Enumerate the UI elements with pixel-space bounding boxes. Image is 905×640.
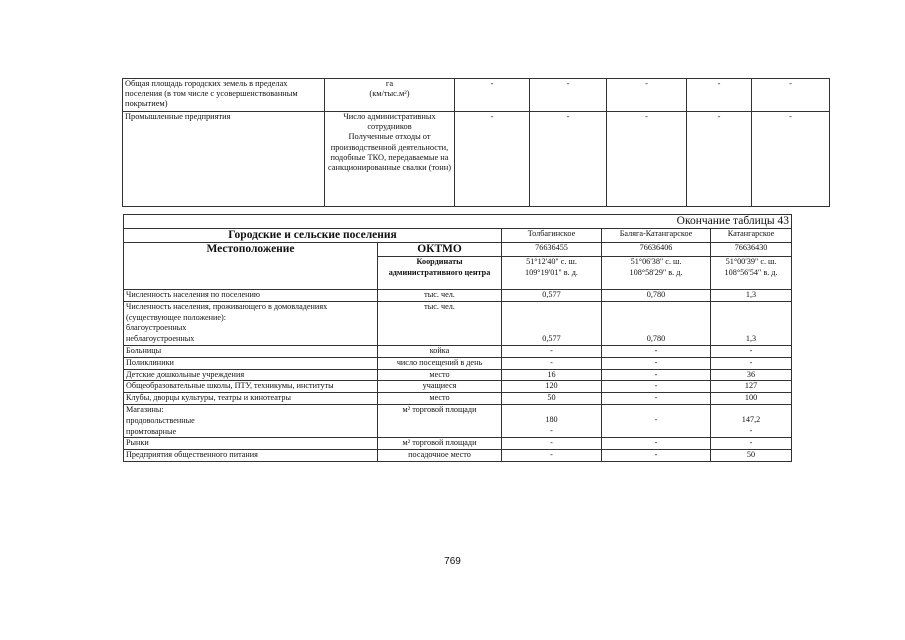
- unit-line: Полученные отходы от производственной деятельности, подобные ТКО, передаваемые на санкционированные свалки (тонн): [328, 132, 451, 173]
- table-row: [123, 112, 830, 207]
- unit-cell: место: [378, 369, 502, 381]
- unit-cell: место: [378, 393, 502, 405]
- unit-line: Число административных сотрудников: [343, 112, 436, 132]
- value-cell: -: [455, 112, 530, 207]
- value-cell: -: [711, 357, 792, 369]
- upper-table: [122, 78, 830, 207]
- value-cell: -: [752, 112, 830, 207]
- table-row: [124, 450, 792, 462]
- value-cell: -: [602, 393, 711, 405]
- row-label-main: Численность населения, проживающего в домовладениях (существующее положение):: [126, 301, 328, 322]
- value-cell: -: [502, 345, 602, 357]
- unit-cell: [325, 112, 455, 207]
- value-cell: -: [602, 438, 711, 450]
- value-cell: 100: [711, 393, 792, 405]
- table-row: [124, 404, 792, 437]
- table-row: [124, 393, 792, 405]
- value-cell: 0,577: [502, 290, 602, 302]
- value-cell: 1,3: [711, 301, 792, 345]
- oktmo-label: ОКТМО: [378, 243, 502, 257]
- coords-cell: [711, 257, 792, 290]
- value-cell: -: [530, 112, 607, 207]
- row-label: Рынки: [124, 438, 378, 450]
- table-row: [124, 357, 792, 369]
- unit-cell: [325, 79, 455, 112]
- value-cell: -: [607, 112, 687, 207]
- row-sublabel: продовольственные: [126, 415, 195, 425]
- row-label-main: Магазины:: [126, 404, 164, 414]
- table-row: [124, 438, 792, 450]
- unit-line: (км/тыс.м²): [369, 89, 410, 99]
- unit-cell: м² торговой площади: [378, 404, 502, 437]
- row-label: [124, 301, 378, 345]
- unit-cell: тыс. чел.: [378, 301, 502, 345]
- latitude: 51°12'40" с. ш.: [526, 257, 577, 266]
- unit-cell: учащиеся: [378, 381, 502, 393]
- unit-cell: койка: [378, 345, 502, 357]
- value-cell: 0,577: [502, 301, 602, 345]
- coords-label: Координаты административного центра: [378, 257, 502, 290]
- value-line: -: [749, 425, 753, 435]
- unit-cell: тыс. чел.: [378, 290, 502, 302]
- value-cell: 50: [711, 450, 792, 462]
- row-sublabel: промтоварные: [126, 426, 177, 436]
- row-label: Больницы: [124, 345, 378, 357]
- value-line: 180: [545, 414, 558, 424]
- location-label: Местоположение: [124, 243, 378, 290]
- row-label: Промышленные предприятия: [123, 112, 325, 207]
- continuation-caption: Окончание таблицы 43: [124, 215, 792, 229]
- unit-cell: число посещений в день: [378, 357, 502, 369]
- value-cell: -: [602, 345, 711, 357]
- longitude: 108°56'54" в. д.: [724, 267, 778, 277]
- value-cell: 0,780: [602, 301, 711, 345]
- table-row: [124, 290, 792, 302]
- value-cell: -: [687, 79, 752, 112]
- row-label: Клубы, дворцы культуры, театры и кинотеатры: [124, 393, 378, 405]
- row-label: Предприятия общественного питания: [124, 450, 378, 462]
- row-sublabel: благоустроенных: [126, 323, 187, 333]
- table-row: [124, 345, 792, 357]
- table-row: [124, 369, 792, 381]
- oktmo-row: [124, 243, 792, 257]
- value-cell: [711, 404, 792, 437]
- value-line: -: [550, 425, 553, 435]
- latitude: 51°06'38" с. ш.: [630, 257, 682, 266]
- value-cell: -: [602, 381, 711, 393]
- row-label: Поликлиники: [124, 357, 378, 369]
- value-cell: -: [502, 357, 602, 369]
- row-sublabel: неблагоустроенных: [126, 334, 195, 344]
- value-cell: -: [455, 79, 530, 112]
- value-cell: -: [607, 79, 687, 112]
- table-row: [124, 381, 792, 393]
- value-cell: -: [752, 79, 830, 112]
- value-cell: -: [502, 438, 602, 450]
- value-cell: -: [687, 112, 752, 207]
- value-line: -: [654, 414, 658, 424]
- row-label: [124, 404, 378, 437]
- longitude: 108°58'29" в. д.: [629, 267, 683, 277]
- oktmo-code: 76636430: [711, 243, 792, 257]
- value-cell: 120: [502, 381, 602, 393]
- value-cell: -: [602, 450, 711, 462]
- row-label: Детские дошкольные учреждения: [124, 369, 378, 381]
- row-label: Численность населения по поселению: [124, 290, 378, 302]
- continuation-row: [124, 215, 792, 229]
- coords-cell: [502, 257, 602, 290]
- lower-table: [123, 214, 792, 462]
- settlement-name: Толбагинское: [502, 229, 602, 243]
- header-left: Городские и сельские поселения: [124, 229, 502, 243]
- value-cell: -: [602, 357, 711, 369]
- value-cell: -: [502, 450, 602, 462]
- latitude: 51°00'39" с. ш.: [725, 257, 777, 266]
- table-row: [124, 301, 792, 345]
- oktmo-code: 76636455: [502, 243, 602, 257]
- settlement-name: Баляга-Катангарское: [602, 229, 711, 243]
- oktmo-code: 76636406: [602, 243, 711, 257]
- row-label: Общеобразовательные школы, ПТУ, техникумы, институты: [124, 381, 378, 393]
- value-cell: [502, 404, 602, 437]
- value-cell: 1,3: [711, 290, 792, 302]
- value-cell: -: [711, 438, 792, 450]
- settlement-name: Катангарское: [711, 229, 792, 243]
- value-cell: 0,780: [602, 290, 711, 302]
- unit-line: га: [385, 79, 394, 88]
- longitude: 109°19'01" в. д.: [525, 267, 578, 277]
- value-cell: 36: [711, 369, 792, 381]
- value-cell: [602, 404, 711, 437]
- row-label: Общая площадь городских земель в пределах поселения (в том числе с усовершенствованным покрытием): [123, 79, 325, 112]
- coords-cell: [602, 257, 711, 290]
- value-cell: -: [602, 369, 711, 381]
- value-cell: -: [711, 345, 792, 357]
- value-cell: 127: [711, 381, 792, 393]
- unit-cell: посадочное место: [378, 450, 502, 462]
- table-row: [123, 79, 830, 112]
- value-cell: 16: [502, 369, 602, 381]
- value-cell: 50: [502, 393, 602, 405]
- unit-cell: м² торговой площади: [378, 438, 502, 450]
- header-row: [124, 229, 792, 243]
- value-cell: -: [530, 79, 607, 112]
- page-number: 769: [444, 556, 461, 567]
- value-line: 147,2: [741, 414, 761, 424]
